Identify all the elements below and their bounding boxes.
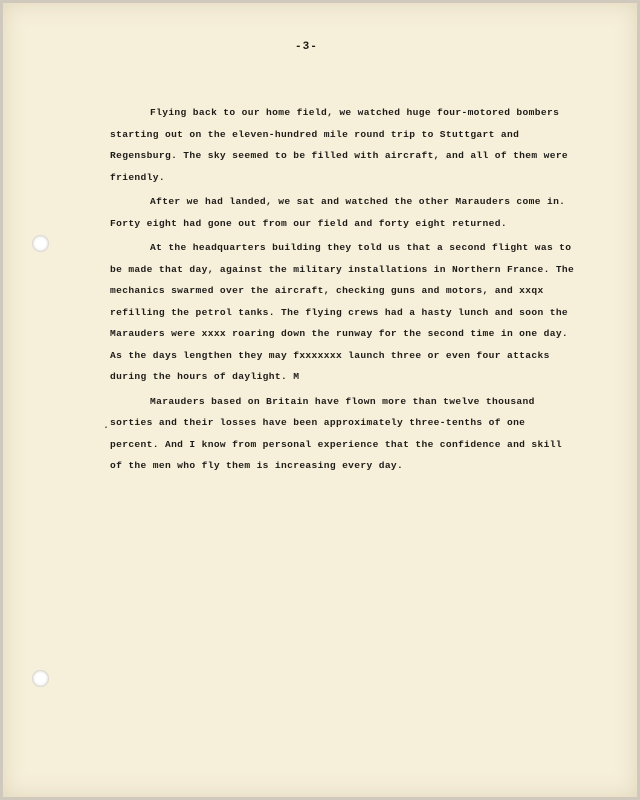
punch-hole-top xyxy=(32,235,49,252)
page-number: -3- xyxy=(295,41,318,53)
document-body xyxy=(110,102,580,477)
paragraph-return-flight: Flying back to our home field, we watched huge four-motored bombers starting out on the eleven-hundred mile round trip to Stuttgart and Regensburg. The sky seemed to be filled with aircraft, and all of them were friendly. xyxy=(110,107,569,183)
punch-hole-bottom xyxy=(32,670,49,687)
paragraph-statistics: Marauders based on Britain have flown more than twelve thousand sorties and their losses have been approximately three-tenths of one percent. And I know from personal experience that the confidence and skill of the men who fly them is increasing every day. xyxy=(110,395,562,471)
margin-mark-icon: · xyxy=(103,423,110,434)
paragraph-landing: After we had landed, we sat and watched the other Marauders come in. Forty eight had gone out from our field and forty eight returned. xyxy=(110,196,566,229)
typed-page xyxy=(3,3,637,797)
paragraph-second-flight: At the headquarters building they told us that a second flight was to be made that day, against the military installations in Northern France. The mechanics swarmed over the aircraft, checking guns and motors, and xxqx refilling the petrol tanks. The flying crews had a hasty lunch and soon the Marauders were xxxx roaring down the runway for the second time in one day. As the days lengthen they may fxxxxxxx launch three or even four attacks during the hours of daylight. M xyxy=(110,242,575,382)
